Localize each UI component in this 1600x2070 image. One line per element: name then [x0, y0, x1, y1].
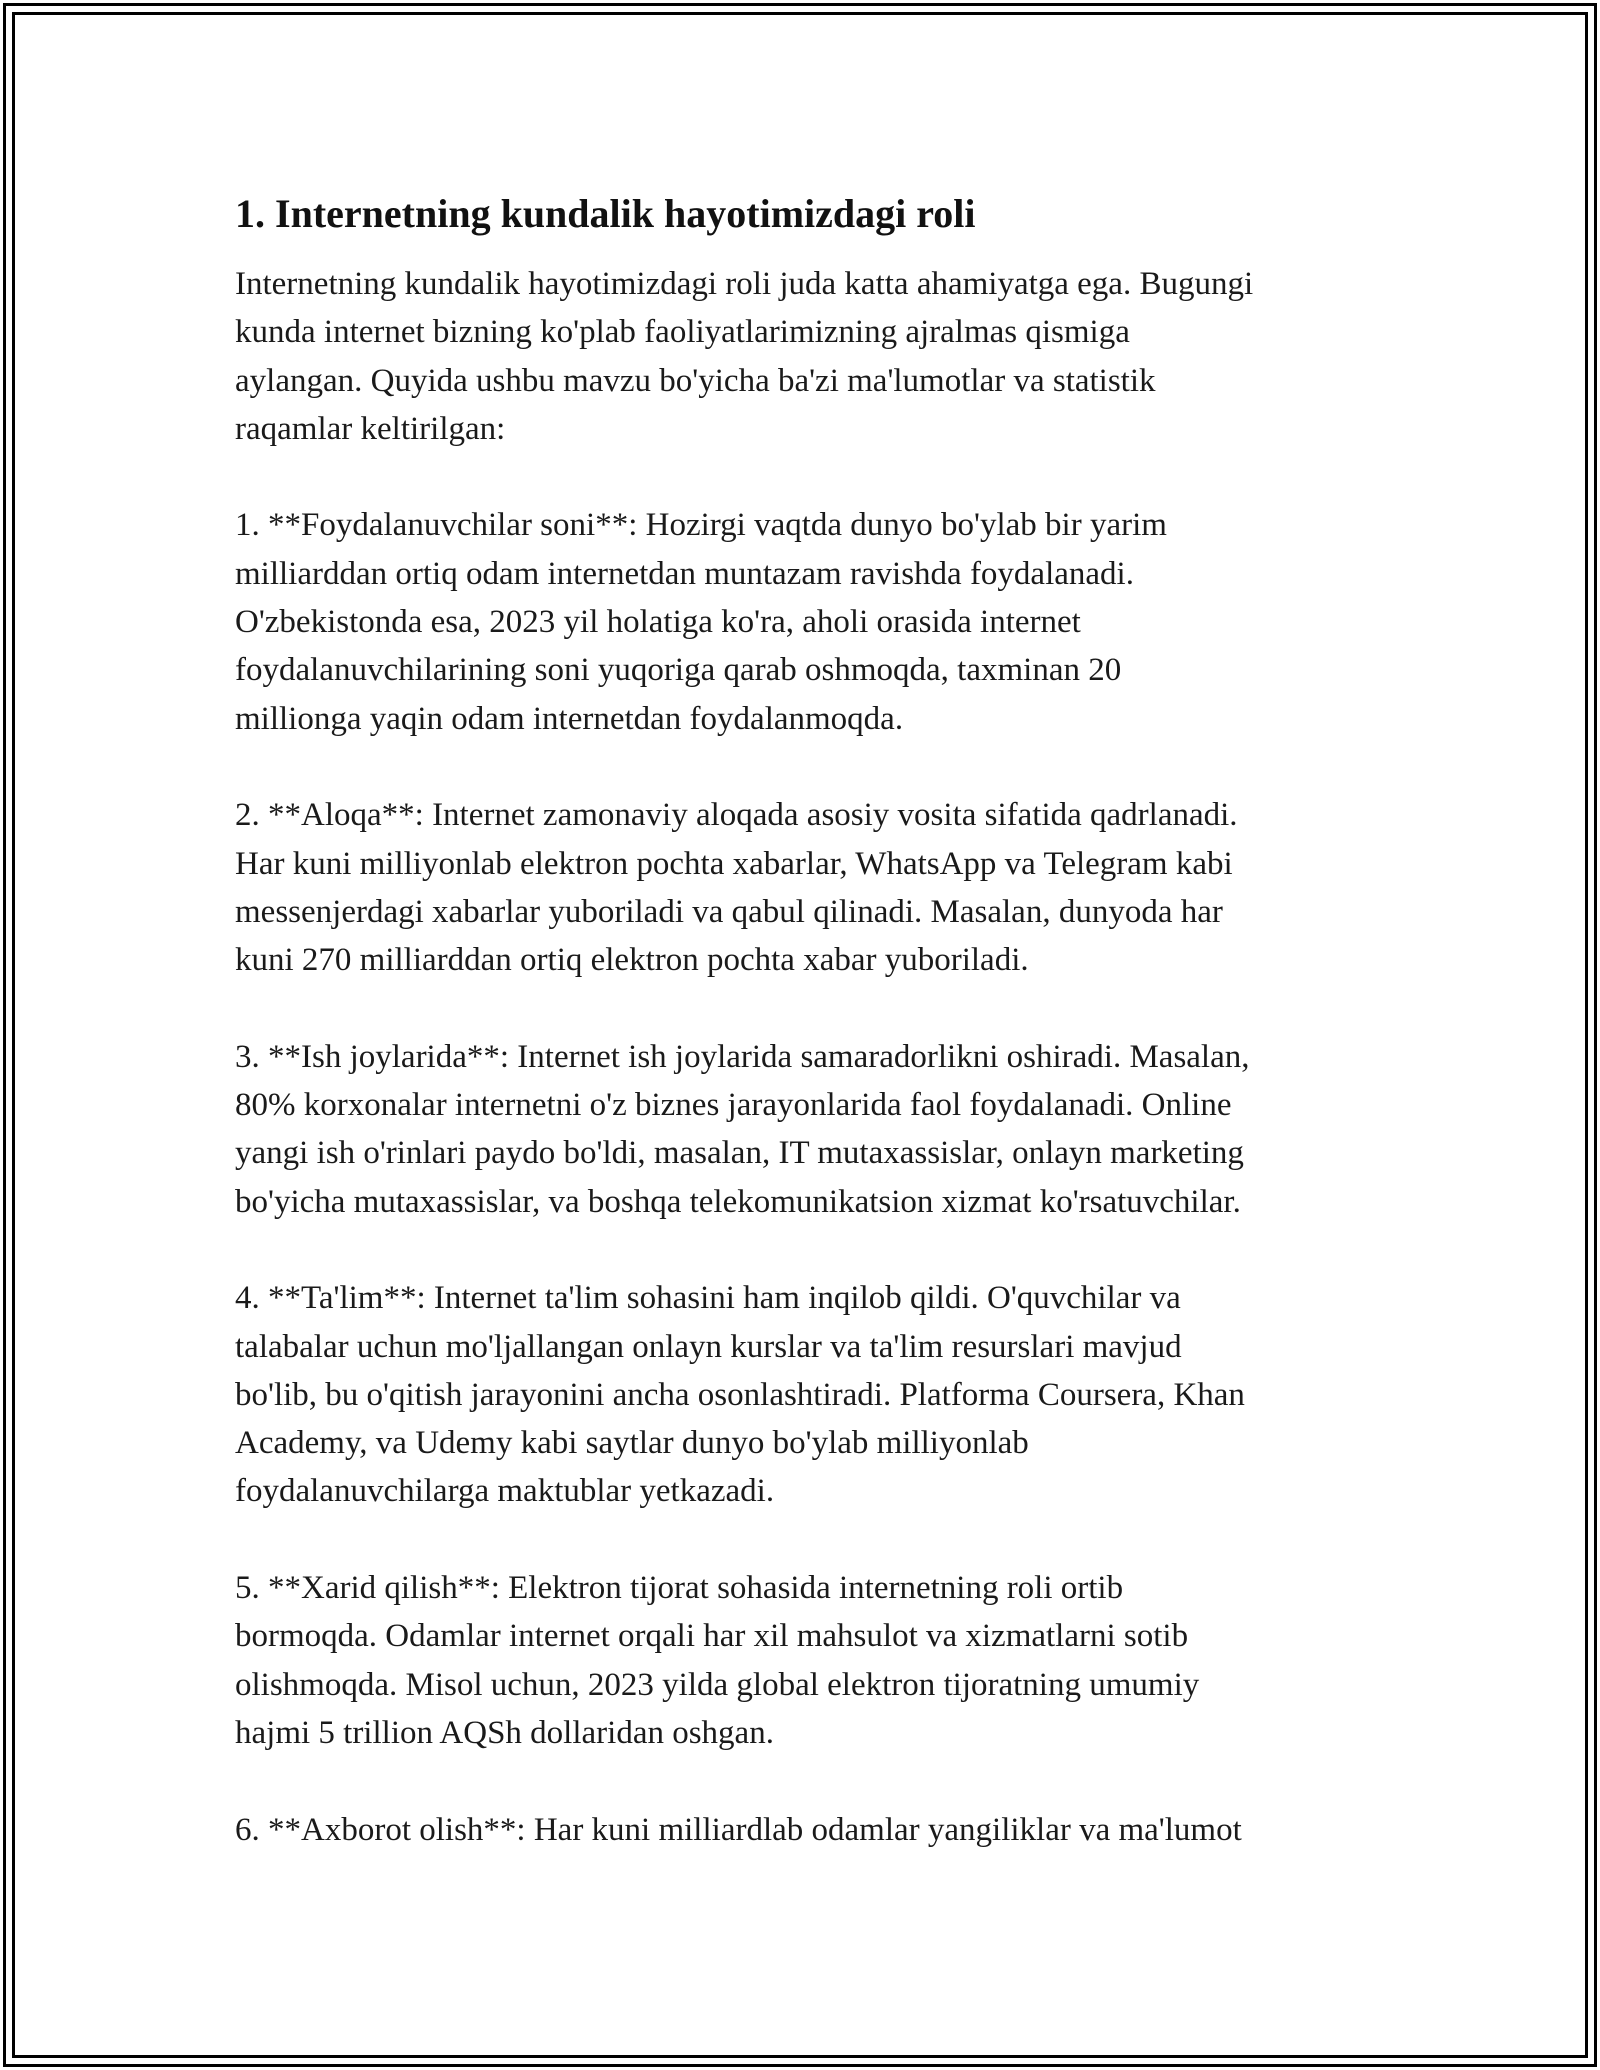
item-workplace-paragraph: 3. **Ish joylarida**: Internet ish joylarida samaradorlikni oshiradi. Masalan, 80% korxonalar internetni o'z biznes jarayonlarida faol foydalanadi. Online yangi ish o'rinlari paydo bo'ldi, masalan, IT mutaxassislar, onlayn marketing bo'yicha mutaxassislar, va boshqa telekomunikatsion xizmat ko'rsatuvchilar.: [235, 1038, 1250, 1220]
intro-paragraph: Internetning kundalik hayotimizdagi roli juda katta ahamiyatga ega. Bugungi kunda internet bizning ko'plab faoliyatlarimizning ajralmas qismiga aylangan. Quyida ushbu mavzu bo'yicha ba'zi ma'lumotlar va statistik raqamlar keltirilgan:: [235, 266, 1254, 447]
item-communication-paragraph: 2. **Aloqa**: Internet zamonaviy aloqada asosiy vosita sifatida qadrlanadi. Har kuni milliyonlab elektron pochta xabarlar, WhatsApp va Telegram kabi messenjerdagi xabarlar yuboriladi va qabul qilinadi. Masalan, dunyoda har kuni 270 milliarddan ortiq elektron pochta xabar yuboriladi.: [235, 797, 1238, 979]
section-heading: 1. Internetning kundalik hayotimizdagi roli: [235, 191, 976, 236]
document-body: [235, 186, 1385, 1854]
item-education-paragraph: 4. **Ta'lim**: Internet ta'lim sohasini ham inqilob qildi. O'quvchilar va talabalar uchun mo'ljallangan onlayn kurslar va ta'lim resurslari mavjud bo'lib, bu o'qitish jarayonini ancha osonlashtiradi. Platforma Coursera, Khan Academy, va Udemy kabi saytlar dunyo bo'ylab milliyonlab foydalanuvchilarga maktublar yetkazadi.: [235, 1280, 1245, 1510]
item-users-paragraph: 1. **Foydalanuvchilar soni**: Hozirgi vaqtda dunyo bo'ylab bir yarim milliarddan ortiq odam internetdan muntazam ravishda foydalanadi. O'zbekistonda esa, 2023 yil holatiga ko'ra, aholi orasida internet foydalanuvchilarining soni yuqoriga qarab oshmoqda, taxminan 20 millionga yaqin odam internetdan foydalanmoqda.: [235, 507, 1167, 737]
item-information-paragraph: 6. **Axborot olish**: Har kuni milliardlab odamlar yangiliklar va ma'lumot: [235, 1811, 1242, 1848]
item-shopping-paragraph: 5. **Xarid qilish**: Elektron tijorat sohasida internetning roli ortib bormoqda. Odamlar internet orqali har xil mahsulot va xizmatlarni sotib olishmoqda. Misol uchun, 2023 yilda global elektron tijoratning umumiy hajmi 5 trillion AQSh dollaridan oshgan.: [235, 1570, 1200, 1751]
